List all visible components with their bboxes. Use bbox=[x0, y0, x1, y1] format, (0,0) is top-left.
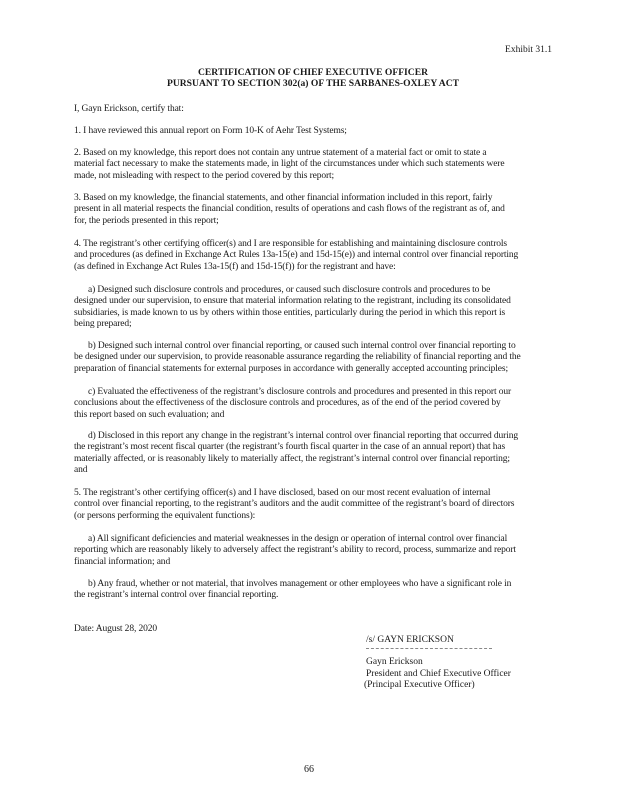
paragraph-line: (or persons performing the equivalent functions): bbox=[74, 510, 256, 521]
paragraph-line: present in all material respects the financial condition, results of operations and cash flows of the registrant as of, and bbox=[74, 204, 505, 215]
signer-title: President and Chief Executive Officer bbox=[366, 669, 511, 679]
paragraph-p4c bbox=[74, 387, 564, 421]
paragraph-p5a bbox=[74, 534, 564, 568]
signer-role: (Principal Executive Officer) bbox=[364, 680, 475, 690]
paragraph-p5b bbox=[74, 579, 564, 602]
paragraph-line: and procedures (as defined in Exchange Act Rules 13a-15(e) and 15d-15(e)) and internal control over financial reporting bbox=[74, 250, 519, 261]
paragraph-line: reporting which are reasonably likely to adversely affect the registrant’s ability to record, process, summarize and report bbox=[74, 545, 516, 556]
paragraph-line: c) Evaluated the effectiveness of the registrant’s disclosure controls and procedures and presented in this report our bbox=[88, 387, 512, 397]
paragraph-p2 bbox=[74, 148, 564, 182]
paragraph-p4 bbox=[74, 239, 564, 273]
paragraph-p4b bbox=[74, 341, 564, 375]
exhibit-label: Exhibit 31.1 bbox=[505, 45, 552, 55]
paragraph-line: control over financial reporting, to the registrant’s auditors and the audit committee of the registrant’s board of directors bbox=[74, 499, 515, 510]
paragraph-line: (as defined in Exchange Act Rules 13a-15(f) and 15d-15(f)) for the registrant and have: bbox=[74, 261, 396, 272]
intro: I, Gayn Erickson, certify that: bbox=[74, 104, 184, 114]
paragraph-line: designed under our supervision, to ensure that material information relating to the registrant, including its consolidated bbox=[74, 296, 511, 307]
paragraph-line: conclusions about the effectiveness of the disclosure controls and procedures, as of the end of the period covered by bbox=[74, 398, 501, 409]
paragraph-line: b) Designed such internal control over financial reporting, or caused such internal control over financial reporting to bbox=[88, 341, 516, 351]
paragraph-line: being prepared; bbox=[74, 319, 132, 330]
signature-line bbox=[366, 648, 492, 649]
paragraph-line: 2. Based on my knowledge, this report does not contain any untrue statement of a material fact or omit to state a bbox=[74, 148, 487, 158]
paragraph-line: a) All significant deficiencies and material weaknesses in the design or operation of internal control over financial bbox=[88, 534, 508, 544]
paragraph-line: b) Any fraud, whether or not material, that involves management or other employees who have a significant role in bbox=[88, 579, 512, 589]
paragraph-line: materially affected, or is reasonably likely to materially affect, the registrant’s internal control over financial reporting; bbox=[74, 453, 510, 464]
paragraph-line: and bbox=[74, 465, 88, 476]
paragraph-line: the registrant’s most recent fiscal quarter (the registrant’s fourth fiscal quarter in the case of an annual report) that has bbox=[74, 442, 506, 453]
paragraph-line: made, not misleading with respect to the period covered by this report; bbox=[74, 170, 335, 181]
paragraph-line: 1. I have reviewed this annual report on Form 10-K of Aehr Test Systems; bbox=[74, 126, 347, 136]
paragraph-line: this report based on such evaluation; and bbox=[74, 409, 225, 420]
paragraph-line: for, the periods presented in this report; bbox=[74, 215, 219, 226]
document-title bbox=[0, 67, 618, 90]
paragraph-line: subsidiaries, is made known to us by others within those entities, particularly during the period in which this report is bbox=[74, 307, 506, 318]
paragraph-line: financial information; and bbox=[74, 556, 171, 567]
page-number: 66 bbox=[304, 764, 314, 775]
paragraph-p1 bbox=[74, 126, 564, 137]
paragraph-p5 bbox=[74, 488, 564, 522]
paragraph-line: 3. Based on my knowledge, the financial statements, and other financial information included in this report, fairly bbox=[74, 193, 493, 203]
paragraph-line: material fact necessary to make the statements made, in light of the circumstances under which such statements were bbox=[74, 159, 505, 170]
paragraph-line: 5. The registrant’s other certifying officer(s) and I have disclosed, based on our most recent evaluation of internal bbox=[74, 488, 491, 498]
paragraph-p4a bbox=[74, 285, 564, 331]
signer-name: Gayn Erickson bbox=[366, 657, 423, 667]
paragraph-line: 4. The registrant’s other certifying officer(s) and I are responsible for establishing and maintaining disclosure controls bbox=[74, 239, 507, 249]
paragraph-p3 bbox=[74, 193, 564, 227]
title-line: PURSUANT TO SECTION 302(a) OF THE SARBANES-OXLEY ACT bbox=[166, 78, 460, 90]
date: Date: August 28, 2020 bbox=[74, 624, 157, 634]
paragraph-line: a) Designed such disclosure controls and procedures, or caused such disclosure controls and procedures to be bbox=[88, 285, 491, 295]
paragraph-line: be designed under our supervision, to provide reasonable assurance regarding the reliability of financial reporting and the bbox=[74, 352, 521, 363]
paragraph-line: preparation of financial statements for external purposes in accordance with generally accepted accounting principles; bbox=[74, 363, 508, 374]
paragraph-line: the registrant’s internal control over financial reporting. bbox=[74, 590, 279, 601]
paragraph-p4d bbox=[74, 431, 564, 477]
paragraph-line: d) Disclosed in this report any change in the registrant’s internal control over financial reporting that occurred during bbox=[88, 431, 518, 441]
signature: /s/ GAYN ERICKSON bbox=[366, 635, 454, 645]
title-line: CERTIFICATION OF CHIEF EXECUTIVE OFFICER bbox=[197, 67, 429, 78]
